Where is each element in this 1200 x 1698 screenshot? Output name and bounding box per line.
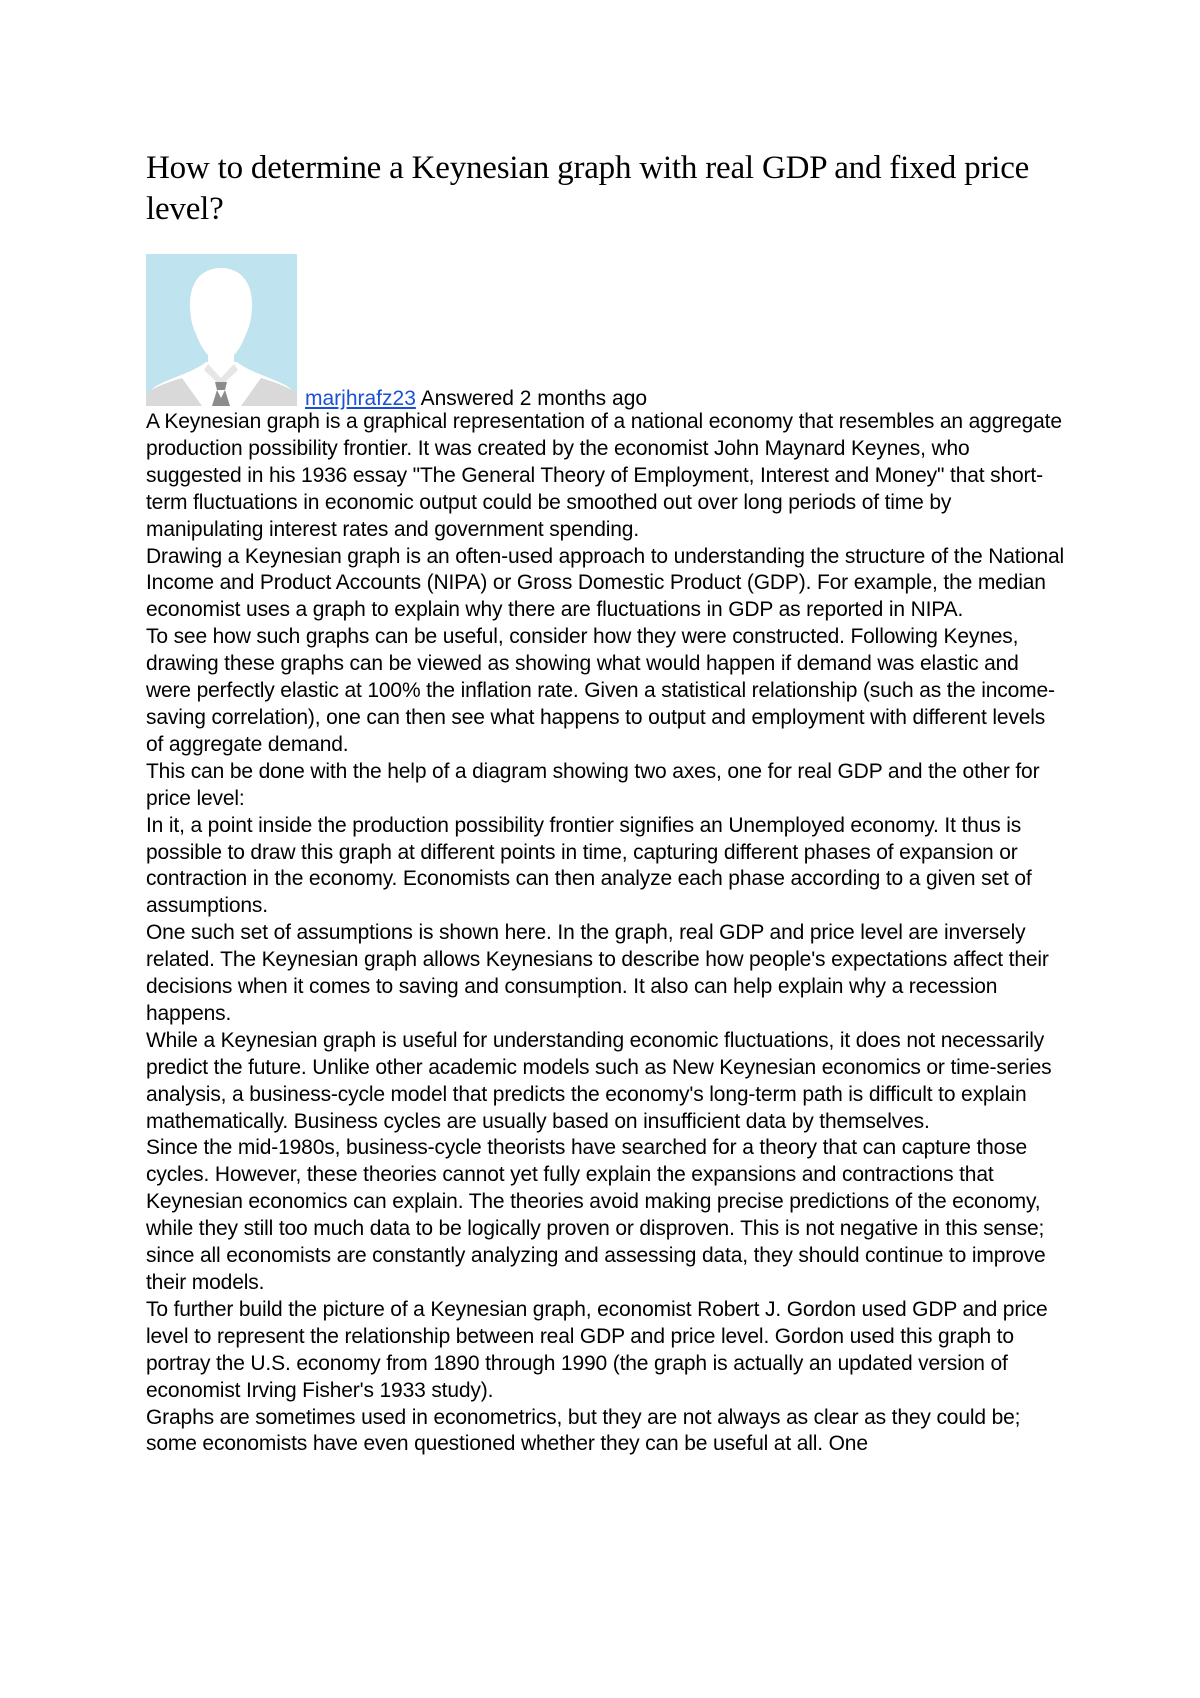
answer-paragraph: Graphs are sometimes used in econometrics, but they are not always as clear as they could be; some economists have even questioned whether they can be useful at all. One bbox=[146, 1405, 1021, 1456]
user-silhouette-icon bbox=[146, 254, 297, 406]
answer-paragraph: Drawing a Keynesian graph is an often-used approach to understanding the structure of the National Income and Product Accounts (NIPA) or Gross Domestic Product (GDP). For example, the median economist uses a graph to explain why there are fluctuations in GDP as reported in NIPA. bbox=[146, 544, 1065, 622]
username-link[interactable]: marjhrafz23 bbox=[305, 387, 416, 410]
answer-paragraph: This can be done with the help of a diagram showing two axes, one for real GDP and the other for price level: bbox=[146, 759, 1040, 810]
answer-paragraph: Since the mid-1980s, business-cycle theorists have searched for a theory that can capture those cycles. However, these theories cannot yet fully explain the expansions and contractions that Keynesian economics can explain. The theories avoid making precise predictions of the economy, while they still too much data to be logically proven or disproven. This is not negative in this sense; since all economists are constantly analyzing and assessing data, they should continue to improve their models. bbox=[146, 1136, 1046, 1294]
answer-paragraph: A Keynesian graph is a graphical representation of a national economy that resembles an aggregate production possibility frontier. It was created by the economist John Maynard Keynes, who suggested in his 1936 essay "The General Theory of Employment, Interest and Money" that short-term fluctuations in economic output could be smoothed out over long periods of time by manipulating interest rates and government spending. bbox=[146, 410, 1062, 541]
answer-byline bbox=[305, 387, 647, 411]
document-page bbox=[146, 148, 1066, 1458]
answer-status: Answered 2 months ago bbox=[420, 387, 648, 410]
answer-meta bbox=[146, 254, 1066, 410]
question-title: How to determine a Keynesian graph with real GDP and fixed price level? bbox=[146, 150, 1030, 227]
answer-paragraph: One such set of assumptions is shown here. In the graph, real GDP and price level are inversely related. The Keynesian graph allows Keynesians to describe how people's expectations affect their decisions when it comes to saving and consumption. It also can help explain why a recession happens. bbox=[146, 921, 1049, 1025]
answer-paragraph: To further build the picture of a Keynesian graph, economist Robert J. Gordon used GDP and price level to represent the relationship between real GDP and price level. Gordon used this graph to portray the U.S. economy from 1890 through 1990 (the graph is actually an updated version of economist Irving Fisher's 1933 study). bbox=[146, 1297, 1048, 1402]
answer-paragraph: To see how such graphs can be useful, consider how they were constructed. Following Keynes, drawing these graphs can be viewed as showing what would happen if demand was elastic and were perfectly elastic at 100% the inflation rate. Given a statistical relationship (such as the income-saving correlation), one can then see what happens to output and employment with different levels of aggregate demand. bbox=[146, 625, 1055, 756]
answer-paragraph: While a Keynesian graph is useful for understanding economic fluctuations, it does not necessarily predict the future. Unlike other academic models such as New Keynesian economics or time-series analysis, a business-cycle model that predicts the economy's long-term path is difficult to explain mathematically. Business cycles are usually based on insufficient data by themselves. bbox=[146, 1028, 1052, 1133]
answer-paragraph: In it, a point inside the production possibility frontier signifies an Unemployed economy. It thus is possible to draw this graph at different points in time, capturing different phases of expansion or contraction in the economy. Economists can then analyze each phase according to a given set of assumptions. bbox=[146, 813, 1032, 918]
answer-body bbox=[146, 409, 1066, 1458]
